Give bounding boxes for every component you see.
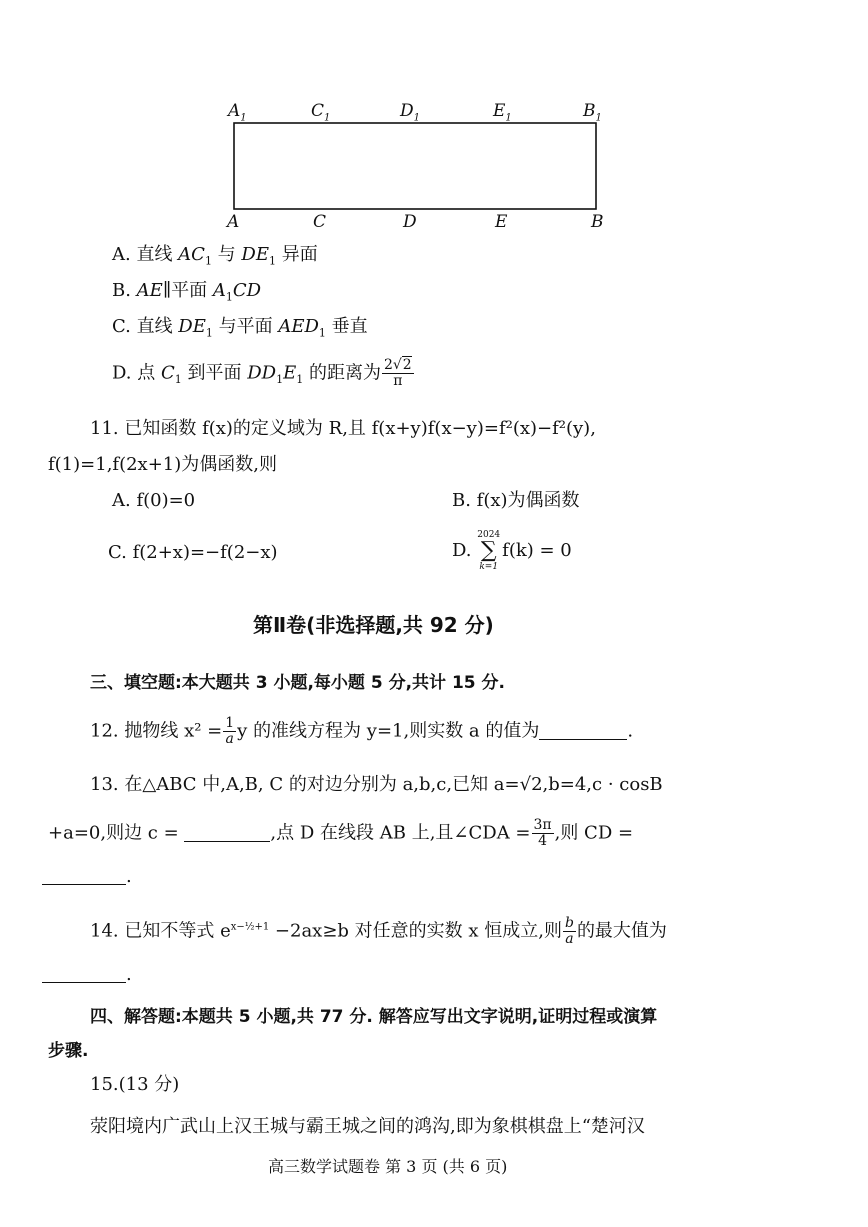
label-E1: $E_1$ <box>493 101 512 124</box>
label-A1: $A_1$ <box>228 101 247 124</box>
label-D: D <box>403 212 417 232</box>
q12-fraction: $\frac{1}{a}$ <box>225 715 235 747</box>
q11-option-c: C. f(2+x)=−f(2−x) <box>108 542 278 563</box>
q13-answer-blank-c[interactable] <box>184 825 270 842</box>
label-C: C <box>313 212 327 232</box>
label-D1: $D_1$ <box>400 101 421 124</box>
label-B: B <box>591 212 604 232</box>
rectangle-figure <box>233 122 597 210</box>
q11-option-b: B. f(x)为偶函数 <box>452 490 580 511</box>
q14-text: 14. 已知不等式 $e^{x-\frac{1}{2}+1} -2ax\ge b$ 对任意的实数 x 恒成立,则 $\frac{b}{a}$ 的最大值为 <box>90 915 667 947</box>
q13-line3: . <box>42 866 132 888</box>
label-E: E <box>495 212 508 232</box>
part2-title: 第Ⅱ卷(非选择题,共 92 分) <box>253 613 494 637</box>
q14-fraction: $\frac{b}{a}$ <box>564 915 574 947</box>
q10-option-b: B. AE∥平面 $A_1CD$ <box>112 280 262 304</box>
q13-answer-blank-cd[interactable] <box>42 868 126 885</box>
q11-stem-line2: f(1)=1,f(2x+1)为偶函数,则 <box>48 454 277 475</box>
distance-fraction: $\frac{2√2}{\pi}$ <box>383 357 412 389</box>
section4-title-line2: 步骤. <box>48 1041 89 1061</box>
q12-text: 12. 抛物线 x² = $\frac{1}{a}$ y 的准线方程为 y=1,则实数 a 的值为 . <box>90 715 634 747</box>
section4-title-line1: 四、解答题:本题共 5 小题,共 77 分. 解答应写出文字说明,证明过程或演算 <box>90 1007 658 1027</box>
q15-text: 荥阳境内广武山上汉王城与霸王城之间的鸿沟,即为象棋棋盘上“楚河汉 <box>90 1116 645 1137</box>
q10-option-c: C. 直线 $DE_1$ 与平面 $AED_1$ 垂直 <box>112 316 368 340</box>
q10-option-d: D. 点 $C_1$ 到平面 $DD_1E_1$ 的距离为 $\frac{2√2}{\pi}$ <box>112 357 412 389</box>
summation-sign: 2024 ∑ k=1 <box>477 530 501 572</box>
q12-answer-blank[interactable] <box>539 723 627 740</box>
section3-title: 三、填空题:本大题共 3 小题,每小题 5 分,共计 15 分. <box>90 673 505 693</box>
q13-line2: +a=0,则边 c = ,点 D 在线段 AB 上,且∠CDA = $\frac{3\pi}{4}$ ,则 CD = <box>48 817 634 849</box>
q11-option-d: D. 2024 ∑ k=1 f(k) = 0 <box>452 530 572 572</box>
q14-answer-blank[interactable] <box>42 966 126 983</box>
page-footer: 高三数学试题卷 第 3 页 (共 6 页) <box>268 1157 508 1176</box>
q13-line1: 13. 在△ABC 中,A,B, C 的对边分别为 a,b,c,已知 a=√2,b=4,c · cosB <box>90 774 663 795</box>
label-B1: $B_1$ <box>583 101 602 124</box>
q10-option-a: A. 直线 $AC_1$ 与 $DE_1$ 异面 <box>112 244 318 268</box>
q15-heading: 15.(13 分) <box>90 1074 180 1095</box>
q11-option-a: A. f(0)=0 <box>112 490 196 511</box>
label-A: A <box>227 212 240 232</box>
label-C1: $C_1$ <box>311 101 331 124</box>
q11-stem-line1: 11. 已知函数 f(x)的定义域为 R,且 f(x+y)f(x−y)=f²(x)−f²(y), <box>90 418 596 439</box>
q14-line2: . <box>42 964 132 986</box>
q13-angle-fraction: $\frac{3\pi}{4}$ <box>533 817 552 849</box>
